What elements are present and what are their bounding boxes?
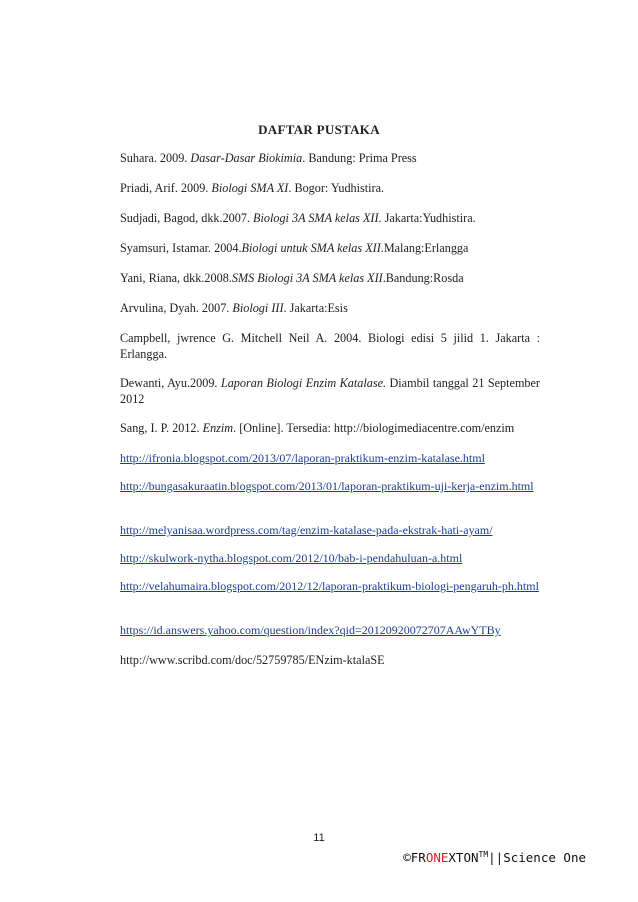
reference-item: Sudjadi, Bagod, dkk.2007. Biologi 3A SMA kelas XII. Jakarta:Yudhistira.: [120, 211, 476, 225]
reference-link[interactable]: https://id.answers.yahoo.com/question/index?qid=20120920072707AAwYTBy: [120, 623, 501, 637]
reference-item: Priadi, Arif. 2009. Biologi SMA XI. Bogor: Yudhistira.: [120, 181, 385, 195]
reference-item: Sang, I. P. 2012. Enzim. [Online]. Tersedia: http://biologimediacentre.com/enzim: [120, 421, 515, 435]
reference-item: Arvulina, Dyah. 2007. Biologi III. Jakarta:Esis: [120, 301, 348, 315]
reference-item: Syamsuri, Istamar. 2004.Biologi untuk SMA kelas XII.Malang:Erlangga: [120, 241, 469, 255]
reference-item: Suhara. 2009. Dasar-Dasar Biokimia. Bandung: Prima Press: [120, 151, 417, 165]
reference-link[interactable]: http://melyanisaa.wordpress.com/tag/enzim-katalase-pada-ekstrak-hati-ayam/: [120, 523, 493, 537]
reference-item: Dewanti, Ayu.2009. Laporan Biologi Enzim Katalase. Diambil tanggal 21 September 2012: [120, 376, 540, 406]
reference-link-item: [120, 578, 540, 594]
reference-link-item: [120, 622, 540, 638]
page-number: 11: [313, 832, 325, 844]
reference-item: Yani, Riana, dkk.2008.SMS Biologi 3A SMA kelas XII.Bandung:Rosda: [120, 271, 464, 285]
reference-link[interactable]: http://skulwork-nytha.blogspot.com/2012/10/bab-i-pendahuluan-a.html: [120, 551, 463, 565]
footer-watermark: ©FRONEXTON™||Science One: [403, 850, 586, 866]
reference-link[interactable]: http://velahumaira.blogspot.com/2012/12/laporan-praktikum-biologi-pengaruh-ph.html: [120, 579, 539, 593]
reference-item: http://www.scribd.com/doc/52759785/ENzim-ktalaSE: [120, 653, 385, 667]
reference-link-item: [120, 550, 540, 566]
reference-link-item: [120, 478, 540, 494]
reference-link-item: [120, 522, 540, 538]
reference-link[interactable]: http://bungasakuraatin.blogspot.com/2013/01/laporan-praktikum-uji-kerja-enzim.html: [120, 479, 534, 493]
reference-link-item: [120, 450, 540, 466]
reference-item: Campbell, jwrence G. Mitchell Neil A. 2004. Biologi edisi 5 jilid 1. Jakarta : Erlangga.: [120, 331, 540, 361]
reference-link[interactable]: http://ifronia.blogspot.com/2013/07/laporan-praktikum-enzim-katalase.html: [120, 451, 485, 465]
page-title: DAFTAR PUSTAKA: [258, 122, 380, 137]
